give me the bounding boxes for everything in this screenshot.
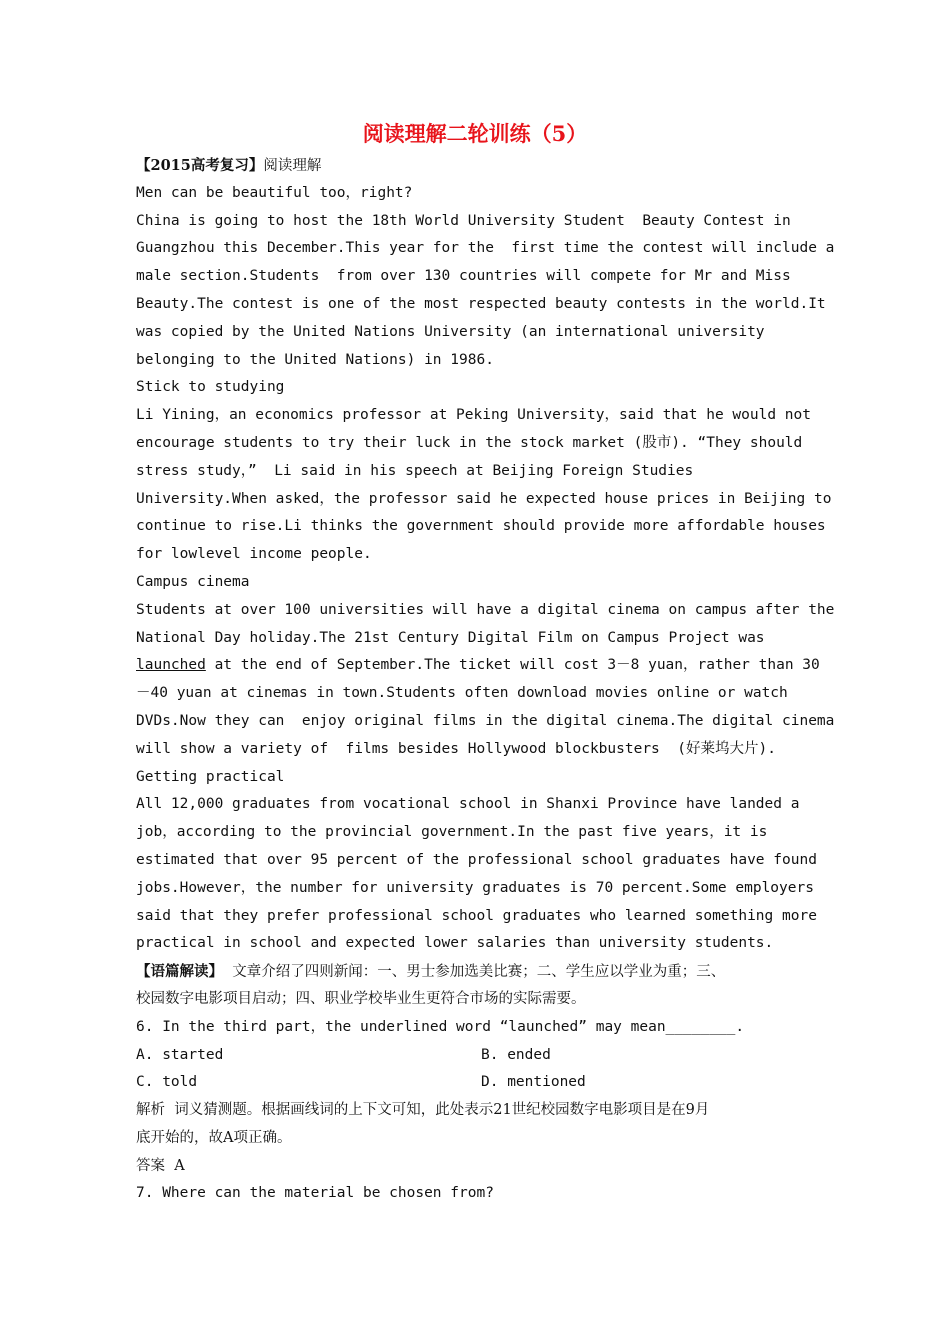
passage-line: Students at over 100 universities will have a digital cinema on campus after the (136, 601, 835, 618)
analysis-text: 文章介绍了四则新闻：一、男士参加选美比赛；二、学生应以学业为重；三、 (223, 964, 726, 981)
underlined-word: launched (136, 657, 206, 674)
question-7-stem: 7. Where can the material be chosen from? (136, 1185, 494, 1202)
passage-line: belonging to the United Nations) in 1986. (136, 351, 494, 368)
passage-line-rest: at the end of September.The ticket will cost 3－8 yuan，rather than 30 (205, 657, 820, 674)
passage-line: China is going to host the 18th World University Student Beauty Contest in (136, 212, 791, 229)
section-header (136, 152, 826, 180)
analysis-label: 【语篇解读】 (136, 963, 223, 981)
passage-line: University.When asked，the professor said he expected house prices in Beijing to (136, 490, 832, 507)
option-a: A. started (136, 1046, 224, 1063)
passage-line: continue to rise.Li thinks the government should provide more affordable houses (136, 518, 826, 535)
passage-line: DVDs.Now they can enjoy original films in the digital cinema.The digital cinema (136, 712, 835, 729)
passage-line: Guangzhou this December.This year for the first time the contest will include a (136, 240, 835, 257)
header-prefix: 【2015高考复习】 (136, 157, 264, 174)
passage-line: encourage students to try their luck in the stock market (股市). “They should (136, 434, 803, 451)
explanation-line: 底开始的，故A项正确。 (136, 1129, 292, 1146)
passage-line: said that they prefer professional school graduates who learned something more (136, 907, 817, 924)
options-row (136, 1042, 826, 1070)
question-6-stem: 6. In the third part，the underlined word “launched” may mean________. (136, 1018, 745, 1035)
passage-line: All 12,000 graduates from vocational school in Shanxi Province have landed a (136, 796, 800, 813)
passage-line: practical in school and expected lower salaries than university students. (136, 935, 774, 952)
explanation-line: 解析 词义猜测题。根据画线词的上下文可知，此处表示21世纪校园数字电影项目是在9月 (136, 1102, 710, 1119)
passage-line: National Day holiday.The 21st Century Digital Film on Campus Project was (136, 629, 765, 646)
analysis-line: 校园数字电影项目启动；四、职业学校毕业生更符合市场的实际需要。 (136, 990, 586, 1007)
option-b: B. ended (481, 1046, 551, 1063)
passage-line-underlined (136, 652, 826, 680)
analysis-line (136, 958, 826, 986)
passage-subheading: Getting practical (136, 768, 285, 785)
passage-subheading: Campus cinema (136, 573, 250, 590)
document-body (136, 152, 835, 1208)
options-row (136, 1069, 826, 1097)
passage-line: estimated that over 95 percent of the professional school graduates have found (136, 851, 817, 868)
passage-line: was copied by the United Nations University (an international university (136, 323, 765, 340)
passage-line: Beauty.The contest is one of the most respected beauty contests in the world.It (136, 295, 826, 312)
header-label: 阅读理解 (263, 158, 322, 174)
passage-subheading: Stick to studying (136, 379, 285, 396)
passage-line: male section.Students from over 130 countries will compete for Mr and Miss (136, 268, 791, 285)
passage-line: Li Yining，an economics professor at Peking University，said that he would not (136, 407, 812, 424)
passage-line: －40 yuan at cinemas in town.Students often download movies online or watch (136, 685, 788, 702)
passage-line: Men can be beautiful too，right? (136, 184, 413, 201)
option-c: C. told (136, 1074, 198, 1091)
passage-line: job，according to the provincial government.In the past five years，it is (136, 824, 768, 841)
passage-line: for lowlevel income people. (136, 546, 372, 563)
passage-line: stress study，” Li said in his speech at Beijing Foreign Studies (136, 462, 694, 479)
passage-line: jobs.However，the number for university graduates is 70 percent.Some employers (136, 879, 814, 896)
answer-line: 答案 A (136, 1157, 185, 1174)
document-title: 阅读理解二轮训练（5） (362, 121, 588, 146)
option-d: D. mentioned (481, 1074, 586, 1091)
passage-line: will show a variety of films besides Hollywood blockbusters (好莱坞大片). (136, 740, 776, 757)
